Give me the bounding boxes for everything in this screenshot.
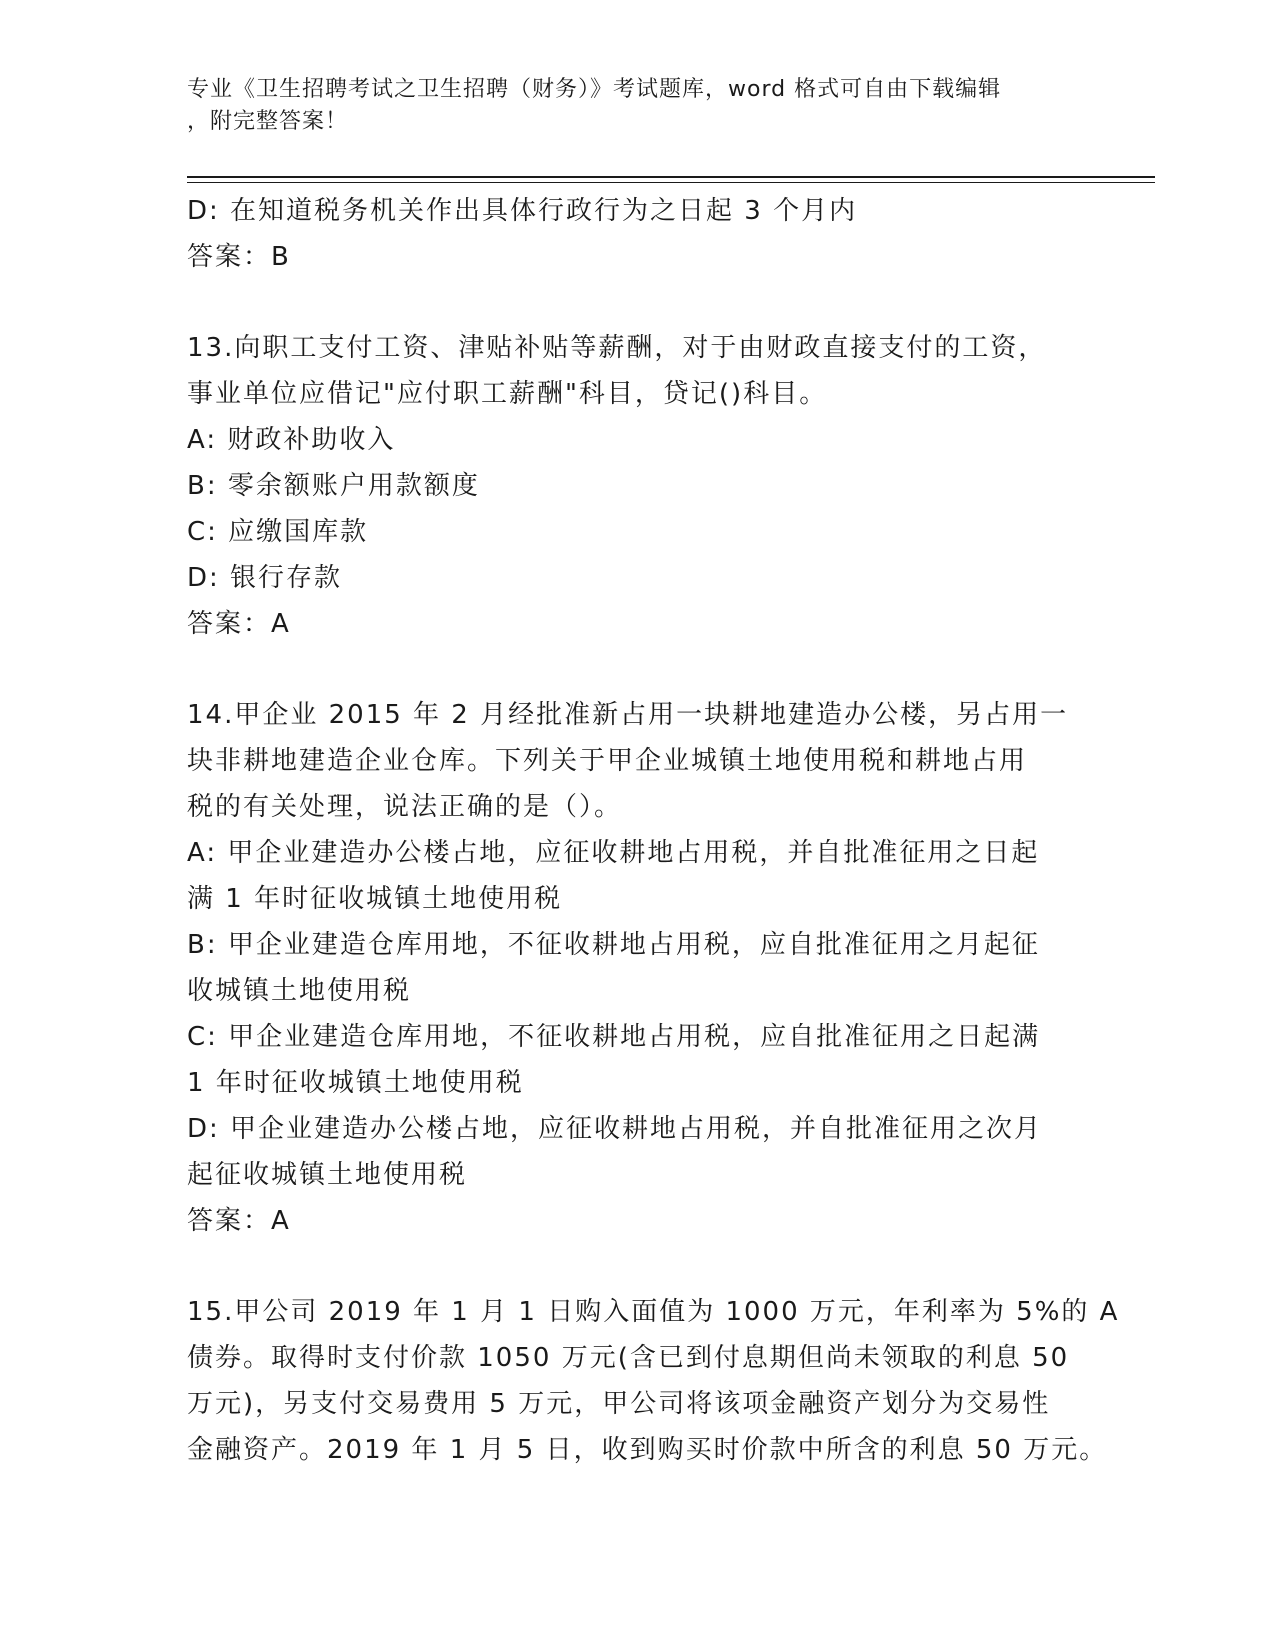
- option-a: A: 甲企业建造办公楼占地，应征收耕地占用税，并自批准征用之日起: [187, 838, 1040, 868]
- option-a: 满 1 年时征收城镇土地使用税: [187, 884, 563, 914]
- question-stem: 金融资产。2019 年 1 月 5 日，收到购买时价款中所含的利息 50 万元。: [187, 1435, 1108, 1465]
- previous-question-tail: [187, 188, 1087, 280]
- option-d: D: 银行存款: [187, 563, 343, 593]
- spacer: [187, 280, 1087, 325]
- question-stem: 15.甲公司 2019 年 1 月 1 日购入面值为 1000 万元，年利率为 5%的 A: [187, 1297, 1120, 1327]
- header-rule-thin: [187, 182, 1155, 183]
- page-header: [187, 74, 1067, 138]
- question-stem: 块非耕地建造企业仓库。下列关于甲企业城镇土地使用税和耕地占用: [187, 746, 1028, 776]
- answer: 答案：A: [187, 1206, 291, 1236]
- option-c: C: 应缴国库款: [187, 517, 369, 547]
- question-15: [187, 1289, 1120, 1473]
- option-b: B: 零余额账户用款额度: [187, 471, 480, 501]
- question-14: [187, 692, 1087, 1244]
- option-d: D: 甲企业建造办公楼占地，应征收耕地占用税，并自批准征用之次月: [187, 1114, 1043, 1144]
- header-line-1: 专业《卫生招聘考试之卫生招聘（财务）》考试题库，word 格式可自由下载编辑: [187, 77, 1002, 102]
- header-rule-thick: [187, 176, 1155, 178]
- header-line-2: ，附完整答案！: [187, 109, 349, 134]
- spacer: [187, 647, 1087, 692]
- option-c: C: 甲企业建造仓库用地，不征收耕地占用税，应自批准征用之日起满: [187, 1022, 1041, 1052]
- question-13: [187, 325, 1087, 647]
- question-stem: 事业单位应借记"应付职工薪酬"科目，贷记()科目。: [187, 379, 828, 409]
- option-b: 收城镇土地使用税: [187, 976, 412, 1006]
- option-b: B: 甲企业建造仓库用地，不征收耕地占用税，应自批准征用之月起征: [187, 930, 1040, 960]
- option-c: 1 年时征收城镇土地使用税: [187, 1068, 524, 1098]
- question-content: [187, 188, 1120, 1473]
- question-stem: 债券。取得时支付价款 1050 万元(含已到付息期但尚未领取的利息 50: [187, 1343, 1070, 1373]
- answer: 答案：A: [187, 609, 291, 639]
- spacer: [187, 1244, 1087, 1289]
- question-stem: 税的有关处理，说法正确的是（）。: [187, 792, 623, 822]
- option-d: 起征收城镇土地使用税: [187, 1160, 468, 1190]
- question-stem: 万元)，另支付交易费用 5 万元，甲公司将该项金融资产划分为交易性: [187, 1389, 1051, 1419]
- option-d: D: 在知道税务机关作出具体行政行为之日起 3 个月内: [187, 196, 858, 226]
- option-a: A: 财政补助收入: [187, 425, 396, 455]
- question-stem: 13.向职工支付工资、津贴补贴等薪酬，对于由财政直接支付的工资，: [187, 333, 1047, 363]
- answer: 答案：B: [187, 242, 291, 272]
- question-stem: 14.甲企业 2015 年 2 月经批准新占用一块耕地建造办公楼，另占用一: [187, 700, 1069, 730]
